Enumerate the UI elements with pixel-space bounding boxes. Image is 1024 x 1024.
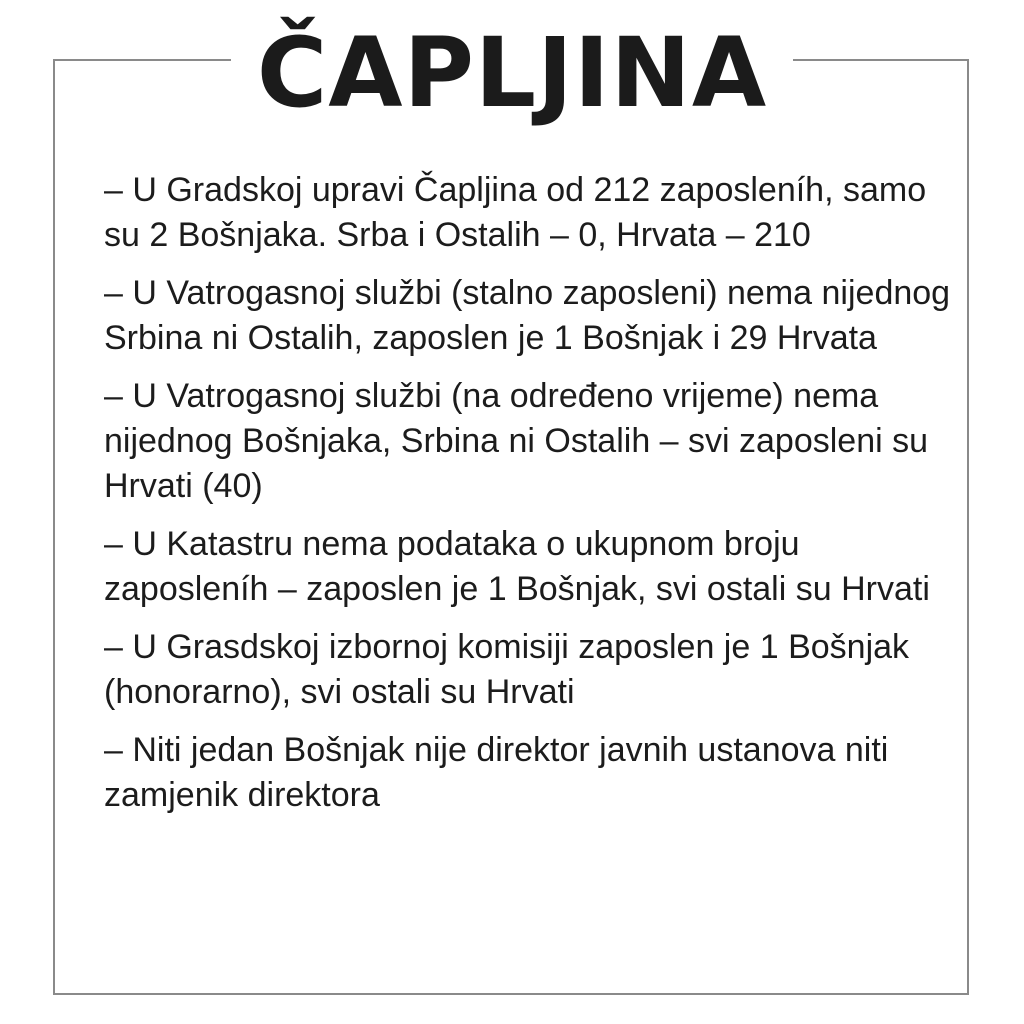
title-heading <box>0 18 1024 128</box>
info-box-content <box>104 168 954 831</box>
paragraph-6: – Niti jedan Bošnjak nije direktor javnih ustanova niti zamjenik direktora <box>104 731 889 814</box>
paragraph-3: – U Vatrogasnoj službi (na određeno vrijeme) nema nijednog Bošnjaka, Srbina ni Ostalih – svi zaposleni su Hrvati (40) <box>104 377 929 505</box>
paragraph-1: – U Gradskoj upravi Čapljina od 212 zaposleníh, samo su 2 Bošnjaka. Srba i Ostalih – 0, Hrvata – 210 <box>104 171 927 254</box>
paragraph-4: – U Katastru nema podataka o ukupnom broju zaposleníh – zaposlen je 1 Bošnjak, svi ostali su Hrvati <box>104 525 930 608</box>
title-text: ČAPLJINA <box>231 18 793 128</box>
paragraph-5: – U Grasdskoj izbornoj komisiji zaposlen je 1 Bošnjak (honorarno), svi ostali su Hrvati <box>104 628 910 711</box>
paragraph-2: – U Vatrogasnoj službi (stalno zaposleni) nema nijednog Srbina ni Ostalih, zaposlen je 1 Bošnjak i 29 Hrvata <box>104 274 951 357</box>
